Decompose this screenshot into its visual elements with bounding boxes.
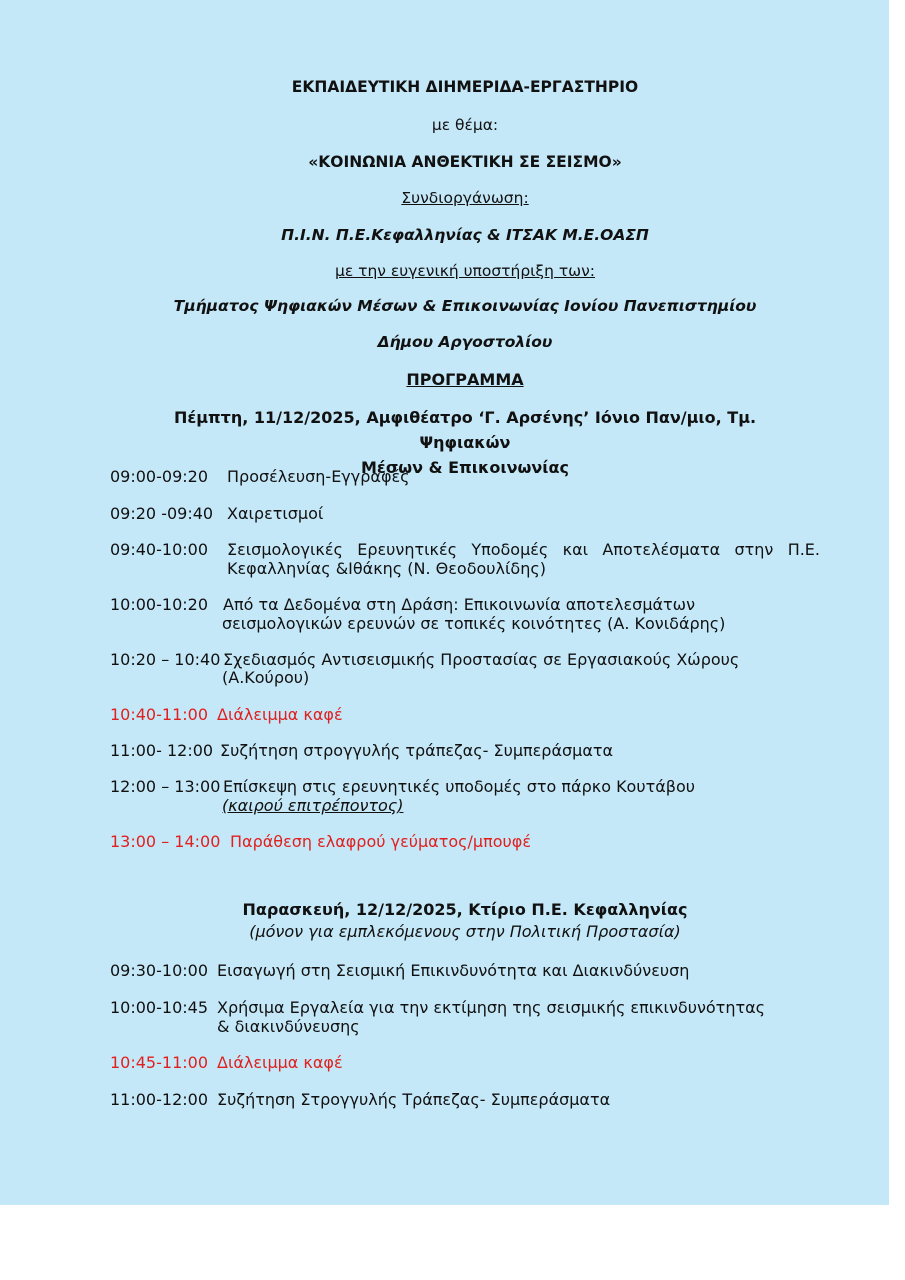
item-title: Συζήτηση στρογγυλής τράπεζας- Συμπεράσματα xyxy=(220,741,614,760)
item-title: Σχεδιασμός Αντισεισμικής Προστασίας σε Εργασιακούς Χώρους xyxy=(223,650,740,669)
supporter-2: Δήμου Αργοστολίου xyxy=(377,333,553,351)
item-title: Διάλειμμα καφέ xyxy=(217,705,343,724)
item-time: 10:00-10:45 xyxy=(110,998,208,1017)
day2-item-1 xyxy=(110,962,689,980)
day2-item-3-break xyxy=(110,1054,343,1072)
item-title: Από τα Δεδομένα στη Δράση: Επικοινωνία αποτελεσμάτων xyxy=(223,595,696,614)
item-time: 10:20 – 10:40 xyxy=(110,650,221,669)
program-title: ΠΡΟΓΡΑΜΜΑ xyxy=(406,370,524,389)
day1-heading-line1: Πέμπτη, 11/12/2025, Αμφιθέατρο ‘Γ. Αρσένης’ Ιόνιο Παν/μιο, Τμ. Ψηφιακών xyxy=(173,408,757,452)
day1-item-3 xyxy=(110,541,227,559)
day2-item-2-title-cont: & διακινδύνευσης xyxy=(217,1017,360,1036)
supporter-1: Τμήματος Ψηφιακών Μέσων & Επικοινωνίας Ιονίου Πανεπιστημίου xyxy=(173,297,757,315)
subject-label: με θέμα: xyxy=(431,116,499,134)
item-time: 09:30-10:00 xyxy=(110,961,208,980)
item-title: Συζήτηση Στρογγυλής Τράπεζας- Συμπεράσματα xyxy=(217,1090,611,1109)
item-title: Εισαγωγή στη Σεισμική Επικινδυνότητα και Διακινδύνευση xyxy=(217,961,690,980)
item-title: Παράθεση ελαφρού γεύματος/μπουφέ xyxy=(230,832,531,851)
day1-item-6-break xyxy=(110,706,343,724)
support-label: με την ευγενική υποστήριξη των: xyxy=(334,262,596,280)
item-time: 13:00 – 14:00 xyxy=(110,832,221,851)
day1-item-8 xyxy=(110,778,695,796)
day1-item-5 xyxy=(110,651,739,669)
day1-item-2 xyxy=(110,505,323,523)
day2-item-2 xyxy=(110,999,765,1017)
item-time: 10:45-11:00 xyxy=(110,1053,208,1072)
item-time: 11:00-12:00 xyxy=(110,1090,208,1109)
organizers: Π.Ι.Ν. Π.Ε.Κεφαλληνίας & ΙΤΣΑΚ Μ.Ε.ΟΑΣΠ xyxy=(281,226,649,244)
day1-heading-line2: Μέσων & Επικοινωνίας xyxy=(360,458,569,477)
item-title: Επίσκεψη στις ερευνητικές υποδομές στο πάρκο Κουτάβου xyxy=(223,777,696,796)
item-title: Χαιρετισμοί xyxy=(227,504,324,523)
item-title: Προσέλευση-Εγγραφές xyxy=(227,467,410,486)
day1-item-4-title-cont: σεισμολογικών ερευνών σε τοπικές κοινότητες (Α. Κονιδάρης) xyxy=(222,614,726,633)
item-time: 09:40-10:00 xyxy=(110,540,208,559)
day2-heading: Παρασκευή, 12/12/2025, Κτίριο Π.Ε. Κεφαλληνίας xyxy=(242,900,688,919)
day1-item-5-title-cont: (Α.Κούρου) xyxy=(222,668,310,687)
item-time: 09:20 -09:40 xyxy=(110,504,214,523)
item-time: 11:00- 12:00 xyxy=(110,741,214,760)
item-time: 09:00-09:20 xyxy=(110,467,208,486)
item-time: 10:40-11:00 xyxy=(110,705,208,724)
item-time: 12:00 – 13:00 xyxy=(110,777,221,796)
day1-item-3-title-cont: Κεφαλληνίας &Ιθάκης (Ν. Θεοδουλίδης) xyxy=(227,559,546,578)
day1-item-7 xyxy=(110,742,613,760)
day1-item-1 xyxy=(110,468,410,486)
event-type: ΕΚΠΑΙΔΕΥΤΙΚΗ ΔΙΗΜΕΡΙΔΑ-ΕΡΓΑΣΤΗΡΙΟ xyxy=(291,78,639,96)
organizers-label: Συνδιοργάνωση: xyxy=(401,189,529,207)
day1-item-3-title: Σεισμολογικές Ερευνητικές Υποδομές και Αποτελέσματα στην Π.Ε. xyxy=(227,540,820,559)
item-title: Χρήσιμα Εργαλεία για την εκτίμηση της σεισμικής επικινδυνότητας xyxy=(217,998,766,1017)
day1-item-8-title-cont: (καιρού επιτρέποντος) xyxy=(222,796,404,815)
day2-item-4 xyxy=(110,1091,610,1109)
day2-note: (μόνον για εμπλεκόμενους στην Πολιτική Προστασία) xyxy=(249,922,681,941)
day1-item-9-lunch xyxy=(110,833,531,851)
item-title: Διάλειμμα καφέ xyxy=(217,1053,343,1072)
event-subject: «ΚΟΙΝΩΝΙΑ ΑΝΘΕΚΤΙΚΗ ΣΕ ΣΕΙΣΜΟ» xyxy=(308,153,622,171)
day1-item-4 xyxy=(110,596,695,614)
item-time: 10:00-10:20 xyxy=(110,595,208,614)
